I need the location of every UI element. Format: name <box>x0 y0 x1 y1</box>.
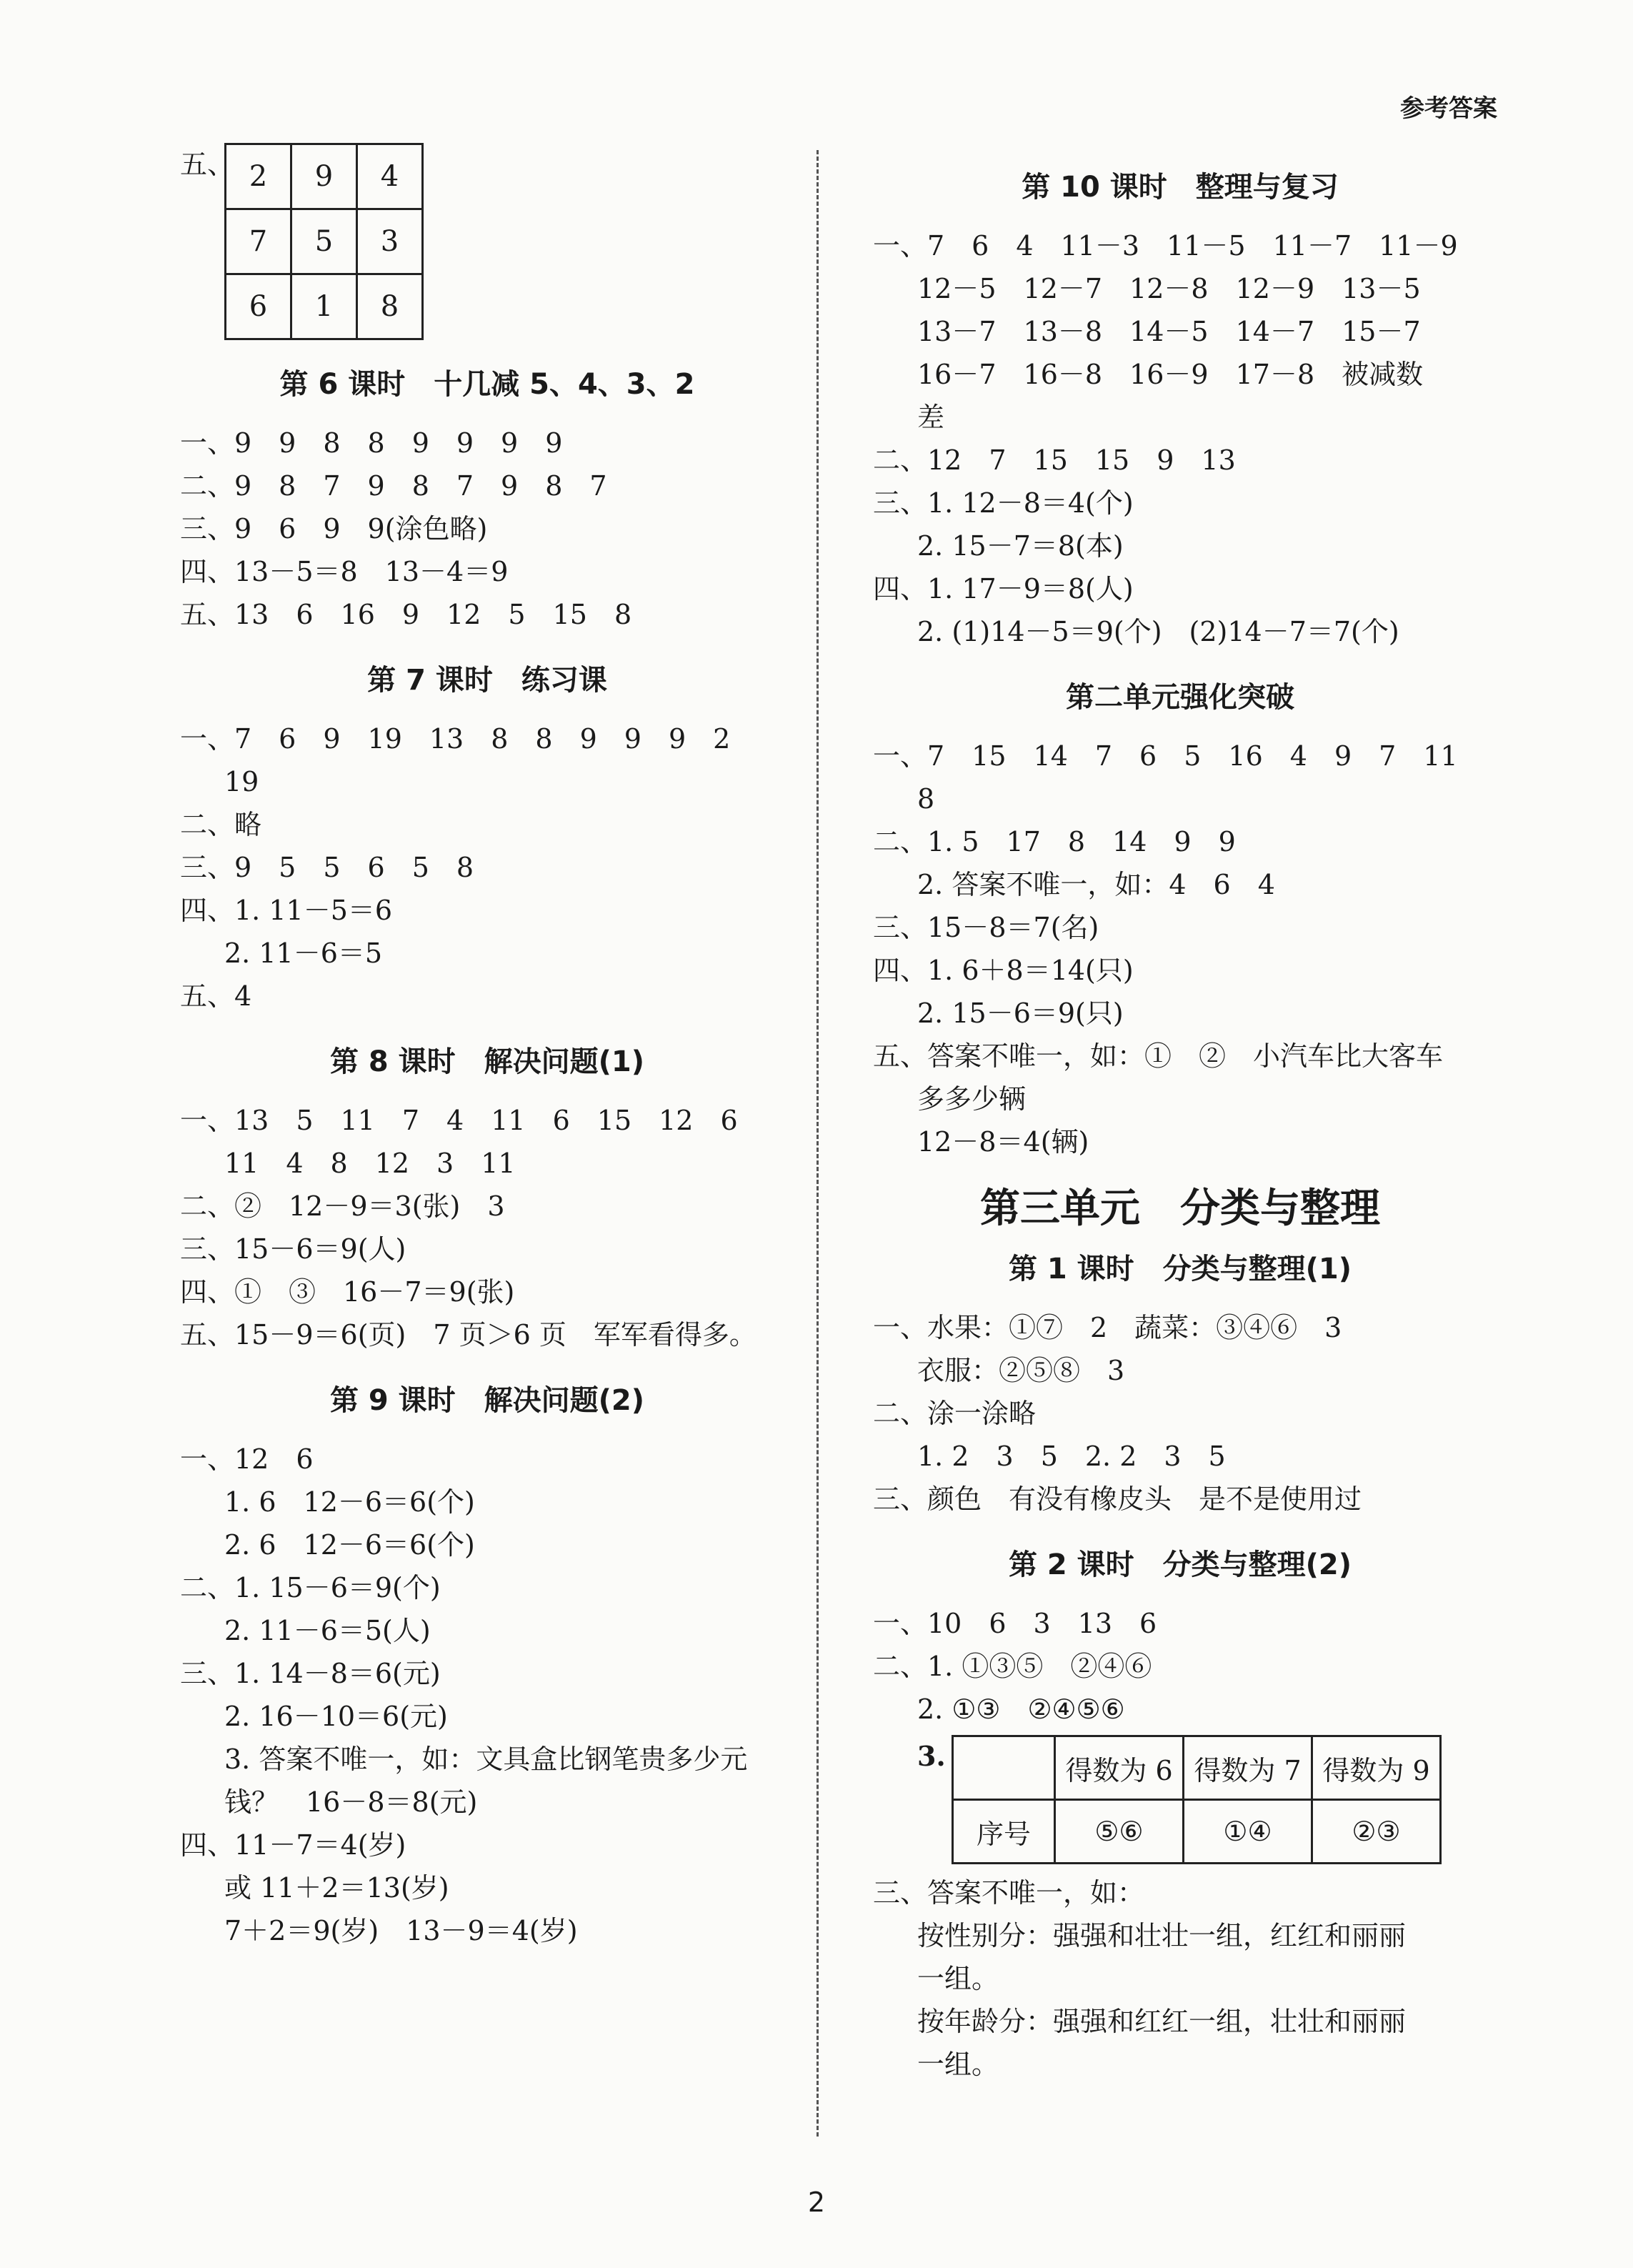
section-title-lesson-9: 第 9 课时 解决问题(2) <box>329 1384 645 1417</box>
table-cell: ②③ <box>1312 1800 1441 1864</box>
answer-line: 12－8＝4(辆) <box>917 1126 1089 1158</box>
answer-line: 多多少辆 <box>917 1083 1027 1115</box>
magic-cell: 9 <box>291 144 357 209</box>
answer-line: 一组。 <box>917 1963 999 1994</box>
answer-line: 或 11＋2＝13(岁) <box>224 1872 449 1904</box>
section-title-unit3-lesson-2: 第 2 课时 分类与整理(2) <box>1008 1548 1352 1581</box>
answer-line: 三、15－8＝7(名) <box>873 912 1099 943</box>
answer-line: 13－7 13－8 14－5 14－7 15－7 <box>917 316 1421 347</box>
answer-line: 三、1. 14－8＝6(元) <box>180 1658 441 1689</box>
table-header-cell: 得数为 7 <box>1184 1736 1312 1800</box>
answer-line: 三、9 5 5 6 5 8 <box>180 852 474 883</box>
answer-line: 四、1. 11－5＝6 <box>180 895 393 926</box>
answer-line: 12－5 12－7 12－8 12－9 13－5 <box>917 273 1421 304</box>
answer-line: 四、1. 17－9＝8(人) <box>873 573 1134 605</box>
answer-line: 11 4 8 12 3 11 <box>224 1148 516 1179</box>
table-cell: 序号 <box>953 1800 1055 1864</box>
answer-line: 五、13 6 16 9 12 5 15 8 <box>180 599 632 630</box>
section-title-lesson-6: 第 6 课时 十几减 5、4、3、2 <box>279 368 695 401</box>
unit3-title: 第三单元 分类与整理 <box>980 1185 1380 1232</box>
answer-line: 1. 6 12－6＝6(个) <box>224 1486 475 1518</box>
answer-line: 四、1. 6＋8＝14(只) <box>873 955 1134 986</box>
table-cell: ①④ <box>1184 1800 1312 1864</box>
answer-line: 四、11－7＝4(岁) <box>180 1829 406 1861</box>
answer-line: 五、答案不唯一，如：① ② 小汽车比大客车 <box>873 1040 1444 1072</box>
answer-line: 一、7 15 14 7 6 5 16 4 9 7 11 <box>873 740 1458 772</box>
section-title-lesson-7: 第 7 课时 练习课 <box>367 664 607 697</box>
table-header-cell: 得数为 6 <box>1055 1736 1184 1800</box>
page-number: 2 <box>807 2187 826 2218</box>
answer-line: 一、7 6 9 19 13 8 8 9 9 9 2 <box>180 723 731 755</box>
magic-square-block <box>180 143 794 340</box>
answer-line: 一组。 <box>917 2049 999 2080</box>
answer-line: 1. 2 3 5 2. 2 3 5 <box>917 1441 1226 1472</box>
table-cell: ⑤⑥ <box>1055 1800 1184 1864</box>
answer-line: 3. 答案不唯一，如：文具盒比钢笔贵多少元 <box>224 1744 748 1775</box>
answer-line: 一、7 6 4 11－3 11－5 11－7 11－9 <box>873 230 1458 262</box>
answer-line: 一、13 5 11 7 4 11 6 15 12 6 <box>180 1105 738 1136</box>
answer-line: 五、4 <box>180 980 252 1012</box>
table-header-cell: 得数为 9 <box>1312 1736 1441 1800</box>
answer-line: 二、1. ①③⑤ ②④⑥ <box>873 1651 1152 1682</box>
answer-line: 2. 16－10＝6(元) <box>224 1701 448 1732</box>
answer-line: 差 <box>917 402 945 433</box>
answer-line: 按性别分：强强和壮壮一组，红红和丽丽 <box>917 1920 1407 1951</box>
answer-line: 2. 11－6＝5(人) <box>224 1615 431 1646</box>
section-title-lesson-8: 第 8 课时 解决问题(1) <box>329 1045 645 1078</box>
answer-line: 三、1. 12－8＝4(个) <box>873 487 1134 519</box>
answer-line: 二、12 7 15 15 9 13 <box>873 444 1236 476</box>
answer-line: 三、颜色 有没有橡皮头 是不是使用过 <box>873 1483 1362 1515</box>
score-table-block <box>873 1735 1487 1864</box>
answer-line: 二、1. 15－6＝9(个) <box>180 1572 441 1603</box>
right-column <box>873 143 1487 2086</box>
answer-line: 二、② 12－9＝3(张) 3 <box>180 1190 505 1222</box>
answer-line: 四、13－5＝8 13－4＝9 <box>180 556 509 587</box>
answer-line: 二、1. 5 17 8 14 9 9 <box>873 826 1236 857</box>
answer-line: 19 <box>224 766 259 797</box>
magic-cell: 5 <box>291 209 357 274</box>
answer-line: 二、9 8 7 9 8 7 9 8 7 <box>180 470 607 502</box>
column-divider <box>816 150 819 2137</box>
answer-line: 2. 6 12－6＝6(个) <box>224 1529 475 1561</box>
magic-cell: 4 <box>357 144 423 209</box>
magic-square-label: 五、 <box>180 149 235 180</box>
answer-line: 一、10 6 3 13 6 <box>873 1608 1157 1639</box>
magic-square <box>224 143 424 340</box>
magic-cell: 7 <box>226 209 291 274</box>
answer-line: 一、9 9 8 8 9 9 9 9 <box>180 427 563 459</box>
magic-cell: 8 <box>357 274 423 339</box>
answer-line: 三、答案不唯一，如： <box>873 1877 1145 1909</box>
left-column <box>180 143 794 1952</box>
answer-line: 16－7 16－8 16－9 17－8 被减数 <box>917 359 1424 390</box>
section-title-unit3-lesson-1: 第 1 课时 分类与整理(1) <box>1008 1253 1352 1285</box>
section-title-lesson-10: 第 10 课时 整理与复习 <box>1022 171 1339 204</box>
answer-line: 按年龄分：强强和红红一组，壮壮和丽丽 <box>917 2006 1407 2037</box>
answer-line: 2. 答案不唯一，如：4 6 4 <box>917 869 1275 900</box>
magic-cell: 1 <box>291 274 357 339</box>
magic-cell: 6 <box>226 274 291 339</box>
table-header-cell <box>953 1736 1055 1800</box>
answer-line: 二、涂一涂略 <box>873 1398 1037 1429</box>
magic-cell: 3 <box>357 209 423 274</box>
answer-line: 一、水果：①⑦ 2 蔬菜：③④⑥ 3 <box>873 1312 1342 1343</box>
answer-line: 2. 11－6＝5 <box>224 937 383 969</box>
section-title-unit2-review: 第二单元强化突破 <box>1066 681 1294 714</box>
answer-line: 五、15－9＝6(页) 7 页＞6 页 军军看得多。 <box>180 1319 756 1351</box>
answer-line: 衣服：②⑤⑧ 3 <box>917 1355 1125 1386</box>
answer-line: 四、① ③ 16－7＝9(张) <box>180 1276 515 1308</box>
answer-line: 7＋2＝9(岁) 13－9＝4(岁) <box>224 1915 578 1946</box>
magic-cell: 2 <box>226 144 291 209</box>
answer-line: 二、略 <box>180 809 262 840</box>
answer-line: 2. ①③ ②④⑤⑥ <box>917 1693 1125 1725</box>
answer-line: 钱？ 16－8＝8(元) <box>224 1786 478 1818</box>
page-header: 参考答案 <box>1400 94 1497 123</box>
answer-line: 三、15－6＝9(人) <box>180 1233 406 1265</box>
answer-line: 8 <box>917 783 935 815</box>
answer-line: 2. 15－7＝8(本) <box>917 530 1124 562</box>
answer-line: 2. (1)14－5＝9(个) (2)14－7＝7(个) <box>917 616 1399 647</box>
score-table <box>952 1735 1442 1864</box>
score-table-label: 3. <box>917 1740 946 1772</box>
answer-line: 2. 15－6＝9(只) <box>917 998 1124 1029</box>
answer-line: 三、9 6 9 9(涂色略) <box>180 513 488 544</box>
answer-line: 一、12 6 <box>180 1443 314 1475</box>
